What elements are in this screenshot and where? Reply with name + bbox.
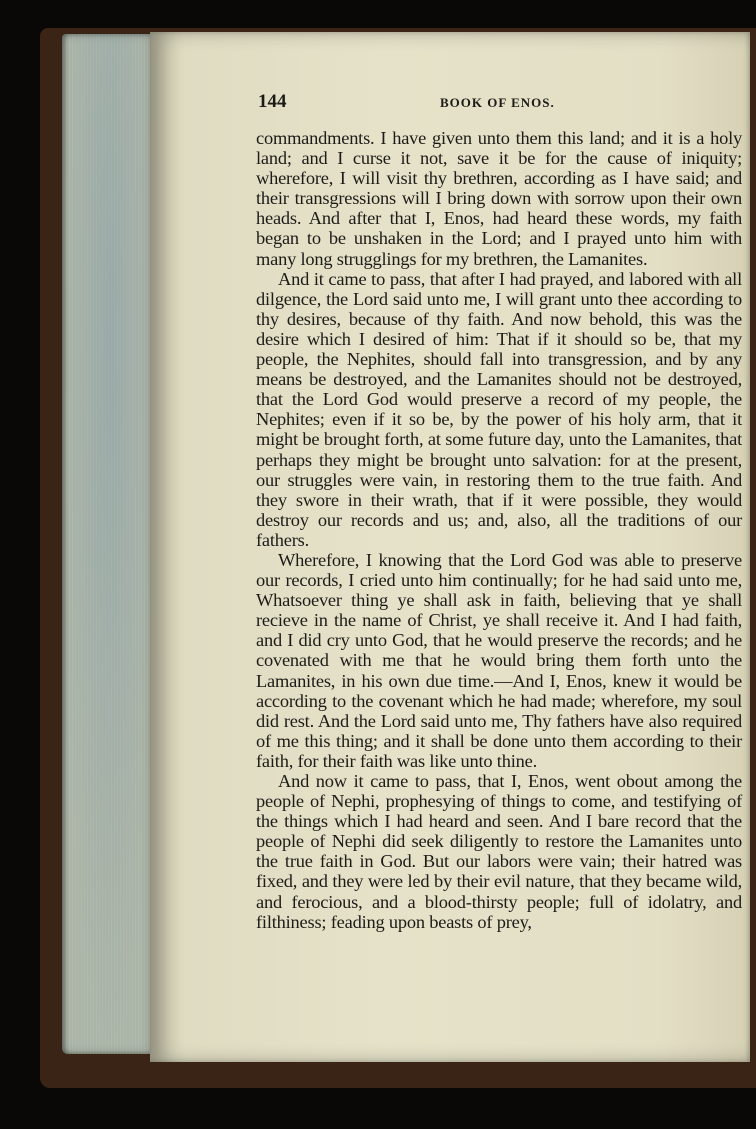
- paragraph-4: And now it came to pass, that I, Enos, went obout among the people of Nephi, prophesying of things to come, and testifying of the things which I had heard and seen. And I bare record that the people of Nephi did seek diligently to restore the Lamanites unto the true faith in God. But our labors were vain; their hatred was fixed, and they were led by their evil nature, that they became wild, and ferocious, and a blood-thirsty people; full of idolatry, and filthiness; feading upon beasts of prey,: [256, 771, 742, 932]
- page-edges: [62, 34, 157, 1054]
- paragraph-2: And it came to pass, that after I had prayed, and labored with all dilgence, the Lord said unto me, I will grant unto thee according to thy desires, because of thy faith. And now behold, this was the desire which I desired of him: That if it should so be, that my people, the Nephites, should fall into transgression, and by any means be destroyed, and the Lamanites should not be destroyed, that the Lord God would preserve a record of my people, the Nephites; even if it so be, by the power of his holy arm, that it might be brought forth, at some future day, unto the Lamanites, that perhaps they might be brought unto salvation: for at the present, our struggles were vain, in restoring them to the true faith. And they swore in their wrath, that if it were possible, they would destroy our records and us; and, also, all the traditions of our fathers.: [256, 268, 742, 550]
- running-title: BOOK OF ENOS.: [440, 95, 555, 110]
- page-header: [258, 91, 740, 117]
- page-number: 144: [258, 91, 287, 112]
- paragraph-3: Wherefore, I knowing that the Lord God was able to preserve our records, I cried unto him continually; for he had said unto me, Whatsoever thing ye shall ask in faith, believing that ye shall recieve in the name of Christ, ye shall receive it. And I had faith, and I did cry unto God, that he would preserve the records; and he covenated with me that he would bring them forth unto the Lamanites, in his own due time.—And I, Enos, knew it would be according to the covenant which he had made; wherefore, my soul did rest. And the Lord said unto me, Thy fathers have also required of me this thing; and it shall be done unto them according to their faith, for their faith was like unto thine.: [256, 549, 742, 771]
- paragraph-1: commandments. I have given unto them this land; and it is a holy land; and I curse it not, save it be for the cause of iniquity; wherefore, I will visit thy brethren, according as I have said; and their transgressions will I bring down with sorrow upon their own heads. And after that I, Enos, had heard these words, my faith began to be unshaken in the Lord; and I prayed unto him with many long strugglings for my brethren, the Lamanites.: [256, 128, 742, 269]
- body-text: [256, 128, 742, 932]
